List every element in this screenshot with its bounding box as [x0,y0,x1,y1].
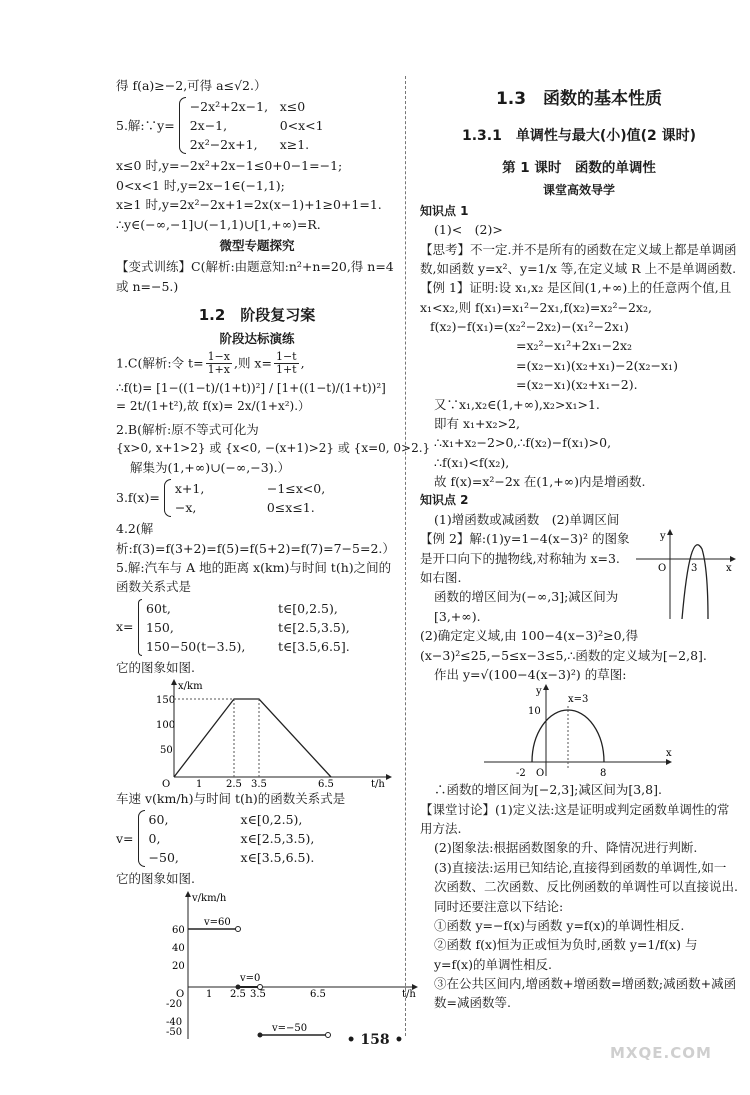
answer: (1)< (2)> [434,222,503,238]
example1-line: ∴f(x₁)<f(x₂), [434,454,510,470]
text-line: 车速 v(km/h)与时间 t(h)的函数关系式是 [116,791,346,807]
x-tick: -2 [516,768,526,780]
variant-training: 【变式训练】C(解析:由题意知:n²+n=20,得 n=4 或 n=−5.) [116,259,394,294]
example2-line: (2)确定定义域,由 100−4(x−3)²≥0,得(x−3)²≤25,−5≤x−3≤5,∴函数的定义域为[−2,8]. [420,628,707,663]
discussion-line: ②函数 f(x)恒为正或恒为负时,函数 y=1/f(x) 与 y=f(x)的单调性相反. [434,937,698,972]
y-tick: 10 [528,706,541,718]
y-tick: -20 [166,998,183,1010]
text-line: x≥1 时,y=2x²−2x+1=2x(x−1)+1≥0+1=1. [116,197,382,213]
think-block: 【思考】不一定.并不是所有的函数在定义域上都是单调函数,如函数 y=x²、y=1/x 等,在定义域 R 上不是单调函数. [420,241,737,276]
x-tick: 6.5 [318,779,334,790]
knowledge-point: 知识点 1 [420,203,469,218]
y-axis-label: y [660,531,666,543]
example1-line: =(x₂−x₁)(x₂+x₁)−2(x₂−x₁) [516,357,678,373]
discussion-line: ①函数 y=−f(x)与函数 y=f(x)的单调性相反. [434,917,685,933]
q2-solution: 解集为(1,+∞)∪(−∞,−3).） [130,459,291,475]
section-title: 1.3 函数的基本性质 [495,89,663,109]
example2-block [420,529,738,626]
q2-system: {x>0, x+1>2} 或 {x<0, −(x+1)>2} 或 {x=0, 0>2.} [116,441,431,456]
page-number: • 158 • [346,1032,404,1048]
origin-label: O [536,768,545,780]
discussion-line: (2)图象法:根据函数图象的升、降情况进行判断. [434,840,698,856]
x-tick: 8 [600,768,607,780]
x-axis-label: t/h [371,779,385,790]
parabola-curve [682,545,708,619]
example2-line: ∴函数的增区间为[−2,3];减区间为[3,8]. [434,782,662,798]
y-tick: 60 [172,924,185,936]
text-line: x≤0 时,y=−2x²+2x−1≤0+0−1=−1; [116,158,343,174]
example2-line: 作出 y=√(100−4(x−3)²) 的草图: [434,666,627,682]
q1-line: 1.C(解析:令 t= $\frac{1-x}{1+x}$ ,则 x= $\frac{1-t}{1+t}$ , [116,349,305,377]
x-tick: 3.5 [250,988,266,1000]
piecewise-q5: 5.解:∵y= −2x²+2x−1, x≤0 2x−1, 0<x<1 2x²−2x+1, x≥1. [116,99,324,153]
x-tick: 2.5 [226,779,242,790]
example1-line: =(x₂−x₁)(x₂+x₁−2). [516,377,638,393]
subsection-title: 1.3.1 单调性与最大(小)值(2 课时) [461,128,697,145]
segment-label: v=−50 [272,1022,308,1034]
piecewise-q3: 3.f(x)= x+1, −1≤x<0, −x, 0≤x≤1. [116,481,326,516]
speed-time-graph [152,889,432,1041]
example1-line: 故 f(x)=x²−2x 在(1,+∞)内是增函数. [434,474,646,490]
x-tick: 3 [691,563,698,575]
example1-line: f(x₂)−f(x₁)=(x₂²−2x₂)−(x₁²−2x₁) [430,319,629,335]
piecewise-v: v= 60, x∈[0,2.5), 0, x∈[2.5,3.5), −50, x∈[3.5,6.5). [116,812,315,866]
q4-line: 4.2(解析:f(3)=f(3+2)=f(5)=f(5+2)=f(7)=7−5=2.） [116,521,395,556]
text-line: ∴y∈(−∞,−1]∪(−1,1)∪[1,+∞)=R. [116,216,321,232]
semicircle-graph [480,684,680,780]
x-tick: 1 [206,988,213,1000]
origin-label: O [658,563,667,575]
q1-line2: ∴f(t)= [1−((1−t)/(1+t))²] / [1+((1−t)/(1+t))²] = 2t/(1+t²),故 f(x)= 2x/(1+x²).） [116,380,386,414]
answer: (1)增函数或减函数 (2)单调区间 [434,511,620,527]
discussion-line: (3)直接法:运用已知结论,直接得到函数的单调性,如一次函数、二次函数、反比例函数的单调性可以直接说出.同时还要注意以下结论: [434,859,738,914]
example1-line: ∴x₁+x₂−2>0,∴f(x₂)−f(x₁)>0, [434,435,612,451]
x-tick: 2.5 [230,988,246,1000]
segment-label: v=60 [204,916,231,928]
example1-line: 又∵x₁,x₂∈(1,+∞),x₂>x₁>1. [434,396,600,412]
axis-of-symmetry-label: x=3 [568,694,589,706]
guide-title: 课堂高效导学 [542,182,615,197]
discussion-line: ③在公共区间内,增函数+增函数=增函数;减函数+减函数=减函数等. [434,976,737,1011]
subsection-title: 阶段达标演练 [219,331,295,347]
y-tick: 100 [156,720,176,732]
text-line: 0<x<1 时,y=2x−1∈(−1,1); [116,177,285,193]
x-axis-label: x [726,563,732,575]
text-line: 得 f(a)≥−2,可得 a≤√2.） [116,78,267,93]
discussion-line: 【课堂讨论】(1)定义法:这是证明或判定函数单调性的常用方法. [420,801,730,837]
watermark: MXQE.COM [610,1044,712,1062]
y-axis-label: v/km/h [192,892,227,904]
example1-line: 【例 1】证明:设 x₁,x₂ 是区间(1,+∞)上的任意两个值,且 x₁<x₂,则 f(x₁)=x₁²−2x₁,f(x₂)=x₂²−2x₂, [420,280,732,315]
y-axis-label: x/km [178,681,203,693]
text-line: 它的图象如图. [116,871,195,887]
origin-label: O [162,779,171,790]
x-axis-label: t/h [402,988,416,1000]
x-tick: 3.5 [251,779,267,790]
example1-line: =x₂²−x₁²+2x₁−2x₂ [516,338,633,354]
piecewise-x: x= 60t, t∈[0,2.5), 150, t∈[2.5,3.5), 150−50(t−3.5), t∈[3.5,6.5]. [116,600,350,654]
segment-label: v=0 [240,972,261,984]
q2-line: 2.B(解析:原不等式可化为 [116,421,259,437]
example2-line: 函数的增区间为(−∞,3];减区间为[3,+∞). [434,589,619,624]
knowledge-point: 知识点 2 [420,493,469,508]
right-column [420,76,738,1013]
left-column [116,76,431,1041]
subsection-title: 微型专题探究 [219,237,295,253]
text-line: 它的图象如图. [116,659,195,675]
y-tick: 20 [172,960,185,972]
x-tick: 6.5 [310,988,326,1000]
y-tick: -50 [166,1026,183,1038]
y-tick: 40 [172,942,185,954]
y-tick: 150 [156,695,176,707]
lesson-title: 第 1 课时 函数的单调性 [502,160,656,177]
example2-line: 【例 2】解:(1)y=1−4(x−3)² 的图象是开口向下的抛物线,对称轴为 x=3.如右图. [420,531,630,586]
x-axis-label: x [666,748,672,760]
section-title: 1.2 阶段复习案 [198,306,316,324]
q5b-line: 5.解:汽车与 A 地的距离 x(km)与时间 t(h)之间的函数关系式是 [116,559,392,595]
y-axis-label: y [536,686,542,698]
parabola-graph [630,529,738,621]
origin-label: O [176,988,185,1000]
y-tick: 50 [160,745,173,757]
example1-line: 即有 x₁+x₂>2, [434,415,520,431]
distance-line [174,699,331,777]
x-tick: 1 [196,779,203,790]
y-tick: -40 [166,1016,183,1028]
distance-time-graph [156,677,396,789]
